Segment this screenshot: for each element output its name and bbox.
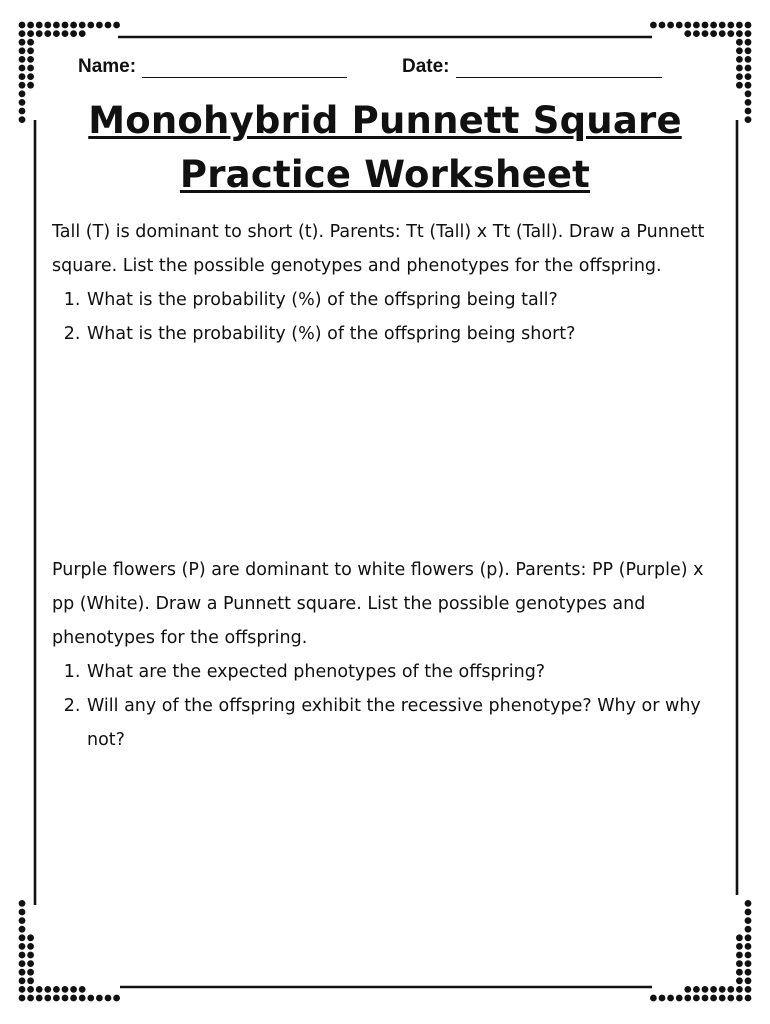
border-dot bbox=[693, 986, 700, 993]
border-dot bbox=[62, 986, 69, 993]
border-dot bbox=[19, 30, 26, 37]
border-dot bbox=[745, 90, 752, 97]
border-dot bbox=[676, 995, 683, 1002]
border-dot bbox=[745, 22, 752, 29]
corner-dots-bottom-left bbox=[19, 900, 120, 1001]
border-dot bbox=[27, 47, 34, 54]
border-dot bbox=[736, 977, 743, 984]
corner-dots-bottom-right bbox=[650, 900, 751, 1001]
border-dot bbox=[736, 73, 743, 80]
border-dot bbox=[736, 22, 743, 29]
border-dot bbox=[44, 30, 51, 37]
border-dot bbox=[19, 977, 26, 984]
border-dot bbox=[62, 995, 69, 1002]
border-dot bbox=[27, 969, 34, 976]
border-dot bbox=[27, 934, 34, 941]
border-dot bbox=[650, 995, 657, 1002]
border-dot bbox=[70, 30, 77, 37]
border-dot bbox=[36, 986, 43, 993]
border-dot bbox=[27, 56, 34, 63]
border-dot bbox=[702, 22, 709, 29]
border-dot bbox=[719, 22, 726, 29]
border-dot bbox=[62, 22, 69, 29]
name-blank-line bbox=[142, 57, 347, 78]
border-dot bbox=[19, 969, 26, 976]
border-dot bbox=[36, 30, 43, 37]
border-dot bbox=[702, 995, 709, 1002]
border-dot bbox=[19, 90, 26, 97]
border-dot bbox=[727, 995, 734, 1002]
border-dot bbox=[745, 82, 752, 89]
border-dot bbox=[87, 995, 94, 1002]
border-dot bbox=[105, 22, 112, 29]
border-dot bbox=[19, 56, 26, 63]
border-dot bbox=[745, 900, 752, 907]
problem-2 bbox=[52, 553, 717, 757]
border-dot bbox=[19, 47, 26, 54]
border-dot bbox=[745, 47, 752, 54]
border-dot bbox=[27, 960, 34, 967]
border-dot bbox=[736, 82, 743, 89]
border-dot bbox=[745, 39, 752, 46]
border-dot bbox=[736, 969, 743, 976]
border-dot bbox=[36, 22, 43, 29]
border-dot bbox=[70, 22, 77, 29]
border-dot bbox=[19, 995, 26, 1002]
border-dot bbox=[745, 986, 752, 993]
border-dot bbox=[19, 73, 26, 80]
name-label: Name: bbox=[78, 56, 137, 77]
title-line-1: Monohybrid Punnett Square bbox=[88, 99, 682, 142]
border-dot bbox=[702, 986, 709, 993]
problem-2-prompt: Purple flowers (P) are dominant to white flowers (p). Parents: PP (Purple) x pp (White). Draw a Punnett square. List the possible genotypes and phenotypes for the offspring. bbox=[52, 560, 704, 648]
name-field[interactable] bbox=[78, 56, 347, 78]
border-dot bbox=[79, 995, 86, 1002]
border-dot bbox=[745, 65, 752, 72]
border-dot bbox=[693, 995, 700, 1002]
border-dot bbox=[44, 995, 51, 1002]
border-dot bbox=[745, 943, 752, 950]
border-dot bbox=[684, 22, 691, 29]
question-item: 1. What is the probability (%) of the offspring being tall? bbox=[86, 283, 717, 317]
border-dot bbox=[745, 934, 752, 941]
border-dot bbox=[745, 73, 752, 80]
border-dot bbox=[53, 995, 60, 1002]
border-dot bbox=[19, 116, 26, 123]
title-line-2: Practice Worksheet bbox=[179, 153, 591, 196]
border-dot bbox=[736, 65, 743, 72]
border-dot bbox=[745, 909, 752, 916]
border-dot bbox=[702, 30, 709, 37]
border-dot bbox=[19, 22, 26, 29]
border-dot bbox=[19, 986, 26, 993]
border-dot bbox=[62, 30, 69, 37]
border-dot bbox=[27, 986, 34, 993]
border-dot bbox=[745, 926, 752, 933]
border-dot bbox=[79, 986, 86, 993]
border-dot bbox=[53, 986, 60, 993]
question-item: 2. What is the probability (%) of the offspring being short? bbox=[86, 317, 717, 351]
border-dot bbox=[70, 986, 77, 993]
border-dot bbox=[745, 116, 752, 123]
border-dot bbox=[736, 995, 743, 1002]
border-dot bbox=[79, 22, 86, 29]
border-dot bbox=[745, 917, 752, 924]
border-dot bbox=[27, 22, 34, 29]
border-dot bbox=[745, 108, 752, 115]
border-dot bbox=[710, 986, 717, 993]
border-dot bbox=[736, 47, 743, 54]
border-dot bbox=[27, 65, 34, 72]
border-dot bbox=[19, 917, 26, 924]
border-dot bbox=[745, 99, 752, 106]
border-dot bbox=[693, 30, 700, 37]
problem-2-questions bbox=[52, 655, 717, 757]
border-dot bbox=[36, 995, 43, 1002]
border-dot bbox=[684, 986, 691, 993]
border-dot bbox=[53, 30, 60, 37]
border-dot bbox=[105, 995, 112, 1002]
border-dot bbox=[44, 22, 51, 29]
border-dot bbox=[659, 995, 666, 1002]
problem-1-prompt: Tall (T) is dominant to short (t). Parents: Tt (Tall) x Tt (Tall). Draw a Punnett square. List the possible genotypes and phenotypes for the offspring. bbox=[52, 222, 705, 276]
border-dot bbox=[113, 995, 120, 1002]
border-dot bbox=[19, 943, 26, 950]
page-title bbox=[40, 94, 730, 202]
border-dot bbox=[727, 986, 734, 993]
border-dot bbox=[27, 30, 34, 37]
border-dot bbox=[727, 22, 734, 29]
border-dot bbox=[719, 30, 726, 37]
border-dot bbox=[70, 995, 77, 1002]
border-dot bbox=[693, 22, 700, 29]
border-dot bbox=[719, 986, 726, 993]
border-dot bbox=[710, 22, 717, 29]
border-dot bbox=[19, 952, 26, 959]
border-dot bbox=[650, 22, 657, 29]
border-dot bbox=[27, 73, 34, 80]
border-dot bbox=[19, 39, 26, 46]
border-dot bbox=[96, 995, 103, 1002]
border-dot bbox=[27, 995, 34, 1002]
border-dot bbox=[19, 108, 26, 115]
border-dot bbox=[745, 960, 752, 967]
date-blank-line bbox=[456, 57, 662, 78]
border-dot bbox=[27, 943, 34, 950]
border-dot bbox=[736, 56, 743, 63]
border-dot bbox=[710, 30, 717, 37]
border-dot bbox=[684, 995, 691, 1002]
border-dot bbox=[113, 22, 120, 29]
border-dot bbox=[87, 22, 94, 29]
border-dot bbox=[96, 22, 103, 29]
border-dot bbox=[745, 969, 752, 976]
border-dot bbox=[19, 82, 26, 89]
border-dot bbox=[719, 995, 726, 1002]
border-dot bbox=[27, 82, 34, 89]
border-dot bbox=[736, 934, 743, 941]
border-dot bbox=[736, 952, 743, 959]
problem-1 bbox=[52, 215, 717, 351]
name-date-row bbox=[78, 56, 698, 86]
border-dot bbox=[19, 900, 26, 907]
border-dot bbox=[745, 995, 752, 1002]
border-dot bbox=[19, 934, 26, 941]
border-dot bbox=[44, 986, 51, 993]
border-dot bbox=[659, 22, 666, 29]
border-dot bbox=[27, 39, 34, 46]
border-dot bbox=[27, 977, 34, 984]
border-dot bbox=[667, 995, 674, 1002]
date-label: Date: bbox=[402, 56, 450, 77]
border-dot bbox=[736, 986, 743, 993]
border-dot bbox=[710, 995, 717, 1002]
border-dot bbox=[736, 943, 743, 950]
border-dot bbox=[667, 22, 674, 29]
border-dot bbox=[79, 30, 86, 37]
border-dot bbox=[19, 65, 26, 72]
border-dot bbox=[736, 960, 743, 967]
border-dot bbox=[745, 30, 752, 37]
question-item: 1. What are the expected phenotypes of the offspring? bbox=[86, 655, 717, 689]
border-dot bbox=[53, 22, 60, 29]
border-dot bbox=[19, 960, 26, 967]
date-field[interactable] bbox=[402, 56, 662, 78]
border-dot bbox=[745, 977, 752, 984]
border-dot bbox=[19, 909, 26, 916]
border-dot bbox=[736, 39, 743, 46]
border-dot bbox=[736, 30, 743, 37]
border-dot bbox=[19, 926, 26, 933]
border-dot bbox=[676, 22, 683, 29]
border-dot bbox=[745, 56, 752, 63]
border-dot bbox=[27, 952, 34, 959]
border-dot bbox=[684, 30, 691, 37]
border-dot bbox=[745, 952, 752, 959]
problem-1-questions bbox=[52, 283, 717, 351]
border-dot bbox=[727, 30, 734, 37]
question-item: 2. Will any of the offspring exhibit the recessive phenotype? Why or why not? bbox=[86, 689, 717, 757]
border-dot bbox=[19, 99, 26, 106]
